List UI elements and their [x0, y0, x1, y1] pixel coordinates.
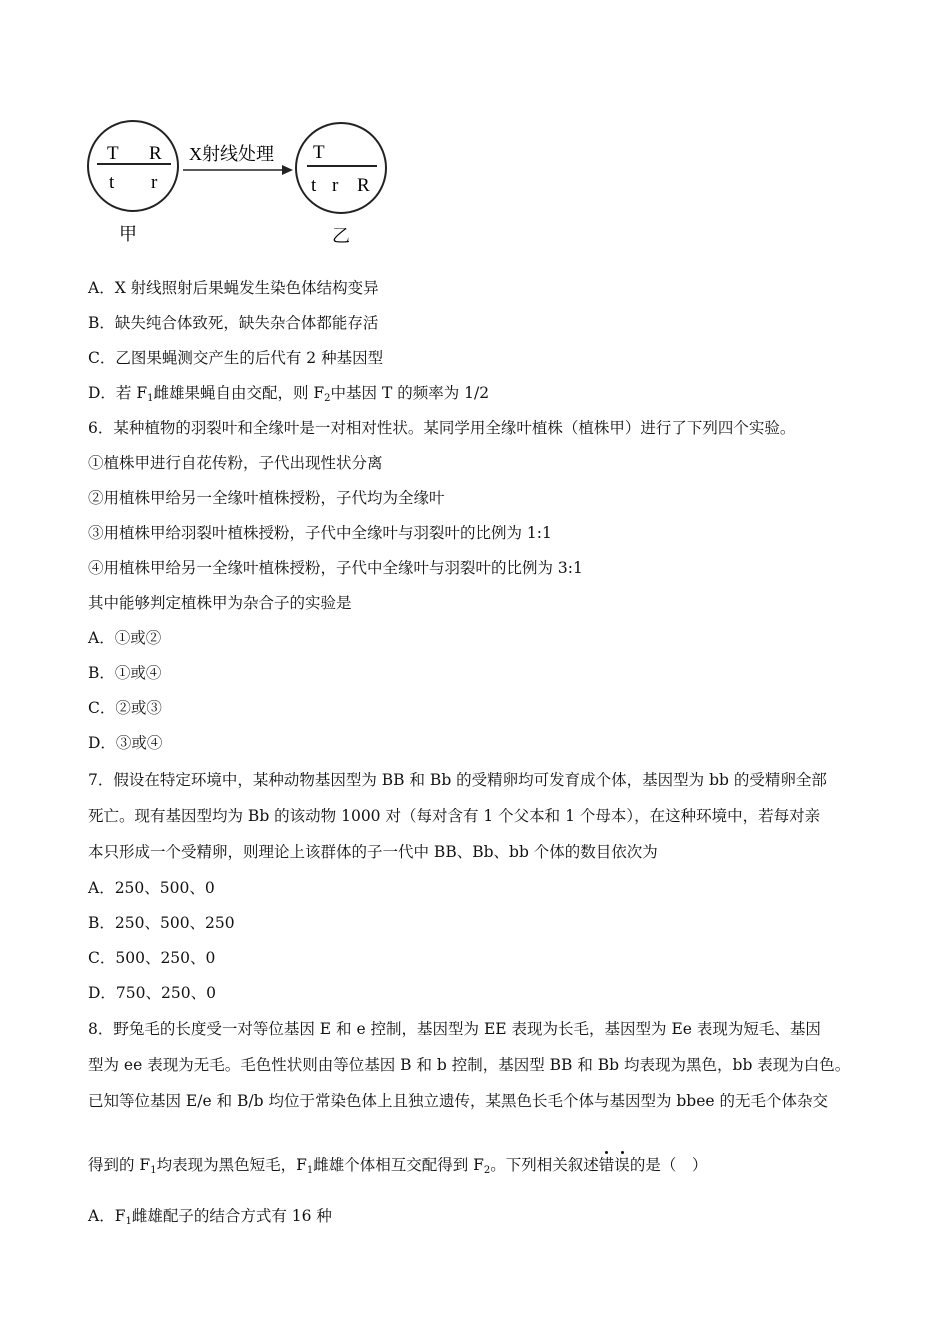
q5-d-sub1: 1 [147, 393, 154, 404]
q6-option-d: D．③或④ [88, 734, 163, 752]
q8-a-sub: 1 [125, 1216, 132, 1227]
q7-option-a: A．250、500、0 [88, 879, 215, 897]
q8-line4 [88, 1155, 707, 1175]
arrow-head [282, 165, 293, 175]
q5-d-mid: 雌雄果蝇自由交配，则 F [153, 384, 325, 402]
chromosome-diagram [85, 118, 405, 248]
q5-option-b: B．缺失纯合体致死，缺失杂合体都能存活 [88, 314, 379, 332]
q6-question: 其中能够判定植株甲为杂合子的实验是 [88, 594, 352, 612]
q7-line2: 死亡。现有基因型均为 Bb 的该动物 1000 对（每对含有 1 个父本和 1 个母本），在这种环境中，若每对亲 [88, 807, 821, 825]
q8-emphasis-cuo: 错 [598, 1156, 615, 1174]
circle-jia [88, 121, 178, 211]
q8-option-a [88, 1206, 332, 1226]
label-yi: 乙 [332, 226, 350, 246]
arrow-label: X射线处理 [189, 144, 274, 164]
circle-yi [296, 123, 386, 213]
q8-l4-mid2: 雌雄个体相互交配得到 F [313, 1156, 484, 1174]
q6-option-c: C．②或③ [88, 699, 162, 717]
q6-stem: 6．某种植物的羽裂叶和全缘叶是一对相对性状。某同学用全缘叶植株（植株甲）进行了下列四个实验。 [88, 419, 796, 437]
q8-l4-sub1: 1 [150, 1165, 157, 1176]
q5-option-a: A．X 射线照射后果蝇发生染色体结构变异 [88, 279, 379, 297]
q6-exp1: ①植株甲进行自花传粉，子代出现性状分离 [88, 454, 383, 472]
q6-exp3: ③用植株甲给羽裂叶植株授粉，子代中全缘叶与羽裂叶的比例为 1:1 [88, 524, 552, 542]
q7-line1: 7．假设在特定环境中，某种动物基因型为 BB 和 Bb 的受精卵均可发育成个体，基因型为 bb 的受精卵全部 [88, 771, 827, 789]
q8-a-pre: A．F [88, 1207, 126, 1225]
label-jia: 甲 [119, 224, 137, 244]
jia-bottom-t: t [109, 172, 115, 193]
q8-a-post: 雌雄配子的结合方式有 16 种 [131, 1207, 332, 1225]
q6-option-b: B．①或④ [88, 664, 162, 682]
q8-l4-pre: 得到的 F [88, 1156, 151, 1174]
q5-d-sub2: 2 [324, 393, 331, 404]
q6-exp4: ④用植株甲给另一全缘叶植株授粉，子代中全缘叶与羽裂叶的比例为 3:1 [88, 559, 583, 577]
q8-line1: 8．野兔毛的长度受一对等位基因 E 和 e 控制，基因型为 EE 表现为长毛，基因型为 Ee 表现为短毛、基因 [88, 1020, 821, 1038]
q7-option-b: B．250、500、250 [88, 914, 235, 932]
q8-line2: 型为 ee 表现为无毛。毛色性状则由等位基因 B 和 b 控制，基因型 BB 和 Bb 均表现为黑色，bb 表现为白色。 [88, 1056, 851, 1074]
q8-emphasis-wu: 误 [614, 1156, 630, 1174]
yi-bottom-r: r [332, 175, 339, 196]
yi-bottom-t: t [311, 175, 317, 196]
q5-d-post: 中基因 T 的频率为 1/2 [330, 384, 490, 402]
q8-l4-sub3: 2 [483, 1165, 491, 1176]
q8-l4-mid3: 。下列相关叙述 [490, 1156, 599, 1174]
yi-bottom-R: R [357, 175, 370, 196]
q5-option-c: C．乙图果蝇测交产生的后代有 2 种基因型 [88, 349, 384, 367]
q6-option-a: A．①或② [88, 629, 162, 647]
q8-l4-sub2: 1 [306, 1165, 314, 1176]
q7-option-d: D．750、250、0 [88, 984, 216, 1002]
q8-line3: 已知等位基因 E/e 和 B/b 均位于常染色体上且独立遗传，某黑色长毛个体与基因型为 bbee 的无毛个体杂交 [88, 1092, 828, 1110]
jia-bottom-r: r [151, 172, 158, 193]
q5-d-pre: D．若 F [88, 384, 148, 402]
q5-option-d [88, 383, 489, 403]
q6-exp2: ②用植株甲给另一全缘叶植株授粉，子代均为全缘叶 [88, 489, 445, 507]
q7-option-c: C．500、250、0 [88, 949, 216, 967]
jia-top-T: T [107, 143, 119, 164]
yi-top-T: T [313, 142, 325, 163]
jia-top-R: R [149, 143, 162, 164]
q8-l4-mid: 均表现为黑色短毛，F [156, 1156, 307, 1174]
q7-line3: 本只形成一个受精卵，则理论上该群体的子一代中 BB、Bb、bb 个体的数目依次为 [88, 843, 658, 861]
q8-l4-post: 的是（ ） [629, 1156, 708, 1174]
